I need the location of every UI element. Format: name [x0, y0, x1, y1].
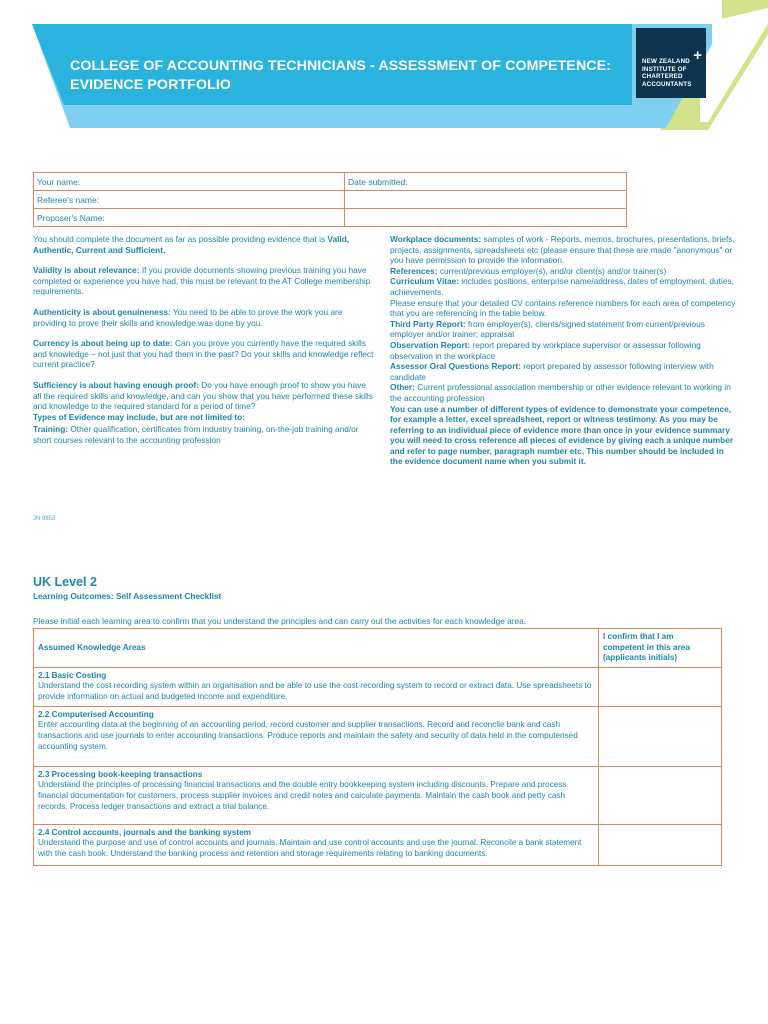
right-column — [390, 234, 736, 467]
referee-name-field[interactable]: Referee's name: — [34, 191, 345, 209]
references-paragraph: References: current/previous employer(s), and/or client(s) and/or trainer(s) — [390, 265, 667, 276]
area-cell: 2.1 Basic Costing Understand the cost recording system within an organisation and be able to use the cost recording system to record or extract data. Use spreadsheets to provide information on actual and budgeted income and expenditure. — [34, 667, 599, 706]
jn-code: JN 9653 — [33, 516, 56, 522]
table-row — [34, 766, 722, 824]
left-column — [33, 234, 375, 446]
types-heading: Types of Evidence may include, but are not limited to: — [33, 411, 245, 422]
table-row — [34, 667, 722, 706]
plus-icon: + — [693, 47, 702, 64]
proposer-name-value[interactable] — [345, 209, 627, 227]
validity-paragraph: Validity is about relevance: If you provide documents showing previous training you have completed or experience you have had, this must be relevant to the AT College membership requirements. — [33, 265, 371, 297]
other-paragraph: Other: Current professional association membership or other evidence relevant to working in the accounting profession — [390, 382, 731, 403]
table-row — [34, 706, 722, 766]
initials-cell[interactable] — [599, 667, 722, 706]
title-line-2: EVIDENCE PORTFOLIO — [70, 77, 232, 93]
document-title — [70, 57, 630, 95]
area-cell: 2.4 Control accounts, journals and the banking system Understand the purpose and use of control accounts and journals. Maintain and use control accounts and use the journal. Reconcile a bank statement with the cash book. Understand the banking process and retention and storage requirements relating to banking documents. — [34, 824, 599, 865]
workplace-paragraph: Workplace documents: samples of work - Reports, memos, brochures, presentations, briefs, projects, assignments, spreadsheets etc (please ensure that these are made "anonymous" or you have permission to provide the information. — [390, 234, 735, 266]
table-row — [34, 824, 722, 865]
your-name-field[interactable]: Your name: — [34, 173, 345, 191]
third-party-paragraph: Third Party Report: from employer(s), clients/signed statement from current/previous employer and/or trainer; appraisal — [390, 318, 705, 340]
table-header-row — [34, 629, 722, 668]
referee-name-value[interactable] — [345, 191, 627, 209]
cv-paragraph: Curriculum Vitae: includes positions, enterprise name/address, dates of employment, duties, achievements. — [390, 276, 734, 297]
cv-note-paragraph: Please ensure that your detailed CV contains reference numbers for each area of competency that you are referencing in the table below. — [390, 297, 736, 319]
initials-cell[interactable] — [599, 706, 722, 766]
applicant-form — [33, 172, 627, 227]
nzica-logo — [636, 28, 706, 98]
currency-paragraph: Currency is about being up to date: Can you prove you currently have the required skills and knowledge – not just that you had them in the past? Do your skills and knowledge reflect current practice? — [33, 338, 374, 370]
area-cell: 2.2 Computerised Accounting Enter accounting data at the beginning of an accounting period, record customer and supplier transactions. Record and reconcile bank and cash transactions and use journals to enter accounting transactions. Produce reports and maintain the safety and security of data held in the computerised accounting system. — [34, 706, 599, 766]
checklist-subtitle: Learning Outcomes: Self Assessment Checklist — [33, 591, 222, 601]
knowledge-areas-table — [33, 628, 722, 866]
observation-paragraph: Observation Report: report prepared by workplace supervisor or assessor following observation in the workplace — [390, 339, 701, 361]
initials-cell[interactable] — [599, 766, 722, 824]
initials-cell[interactable] — [599, 824, 722, 865]
training-paragraph: Training: Other qualification, certificates from industry training, on-the-job training and/or short courses relevant to the accounting profession — [33, 424, 359, 445]
proposer-name-field[interactable]: Proposer's Name: — [34, 209, 345, 227]
date-submitted-field[interactable]: Date submitted: — [345, 173, 627, 191]
oral-paragraph: Assessor Oral Questions Report: report prepared by assessor following interview with candidate — [390, 361, 714, 382]
intro-paragraph: You should complete the document as far as possible providing evidence that is Valid, Authentic, Current and Sufficient. — [33, 234, 350, 255]
logo-text: NEW ZEALAND INSTITUTE OF CHARTERED ACCOUNTANTS — [642, 58, 692, 88]
sufficiency-paragraph: Sufficiency is about having enough proof: Do you have enough proof to show you have all the required skills and knowledge, and can you show that you have performed these skills and knowledge to the required standard for a period of time? — [33, 379, 373, 412]
title-line-1: COLLEGE OF ACCOUNTING TECHNICIANS - ASSESSMENT OF COMPETENCE: — [70, 58, 612, 74]
col-header-confirm: I confirm that I am competent in this area (applicants initials) — [599, 629, 722, 668]
area-cell: 2.3 Processing book-keeping transactions Understand the principles of processing financial transactions and the double entry bookkeeping system including discounts. Prepare and process financial documentation for customers, process supplier invoices and credit notes and calculate payments. Maintain the cash book and petty cash records. Process ledger transactions and extract a trial balance. — [34, 766, 599, 824]
level-heading: UK Level 2 — [33, 575, 97, 589]
evidence-note-paragraph: You can use a number of different types of evidence to demonstrate your competence, for example a letter, excel spreadsheet, report or witness testimony. As you may be referring to an individual piece of evidence more than once in your evidence summary you will need to cross reference all pieces of evidence by giving each a unique number and refer to page number, paragraph number etc. This number should be included in the evidence document name when you submit it. — [390, 403, 734, 467]
checklist-instruction: Please initial each learning area to confirm that you understand the principles and can carry out the activities for each knowledge area. — [33, 616, 527, 626]
authenticity-paragraph: Authenticity is about genuineness: You need to be able to prove the work you are providing to prove their skills and knowledge was done by you. — [33, 306, 343, 328]
col-header-areas: Assumed Knowledge Areas — [34, 629, 599, 668]
